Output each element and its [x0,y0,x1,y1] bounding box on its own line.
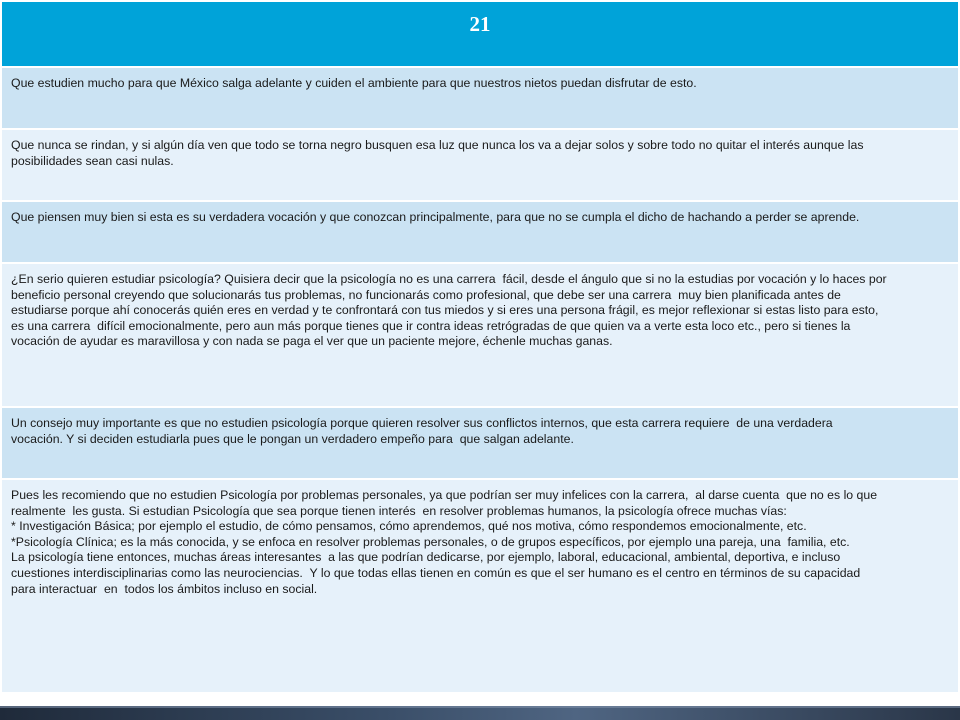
advice-line: realmente les gusta. Si estudian Psicología que sea porque tienen interés en resolver problemas humanos, la psicología ofrece muchas vías: [11,503,787,518]
advice-cell [1,67,959,129]
advice-line: Que piensen muy bien si esta es su verdadera vocación y que conozcan principalmente, para que no se cumpla el dicho de hachando a perder se aprende. [11,210,860,224]
advice-cell [1,479,959,693]
advice-line: es una carrera difícil emocionalmente, pero aun más porque tienes que ir contra ideas retrógradas de que quien va a verte esta loco etc., pero si tienes la [11,318,851,333]
table-row [1,129,959,201]
table-row [1,407,959,479]
table-row [1,67,959,129]
table-row [1,201,959,263]
advice-cell [1,129,959,201]
table-row [1,263,959,407]
table-row [1,479,959,693]
advice-line: beneficio personal creyendo que solucionarás tus problemas, no funcionarás como profesional, que debe ser una carrera muy bien planificada antes de [11,287,841,302]
advice-line: * Investigación Básica; por ejemplo el estudio, de cómo pensamos, cómo aprendemos, qué nos motiva, cómo respondemos emocionalmente, etc. [11,519,807,534]
slide-number-header: 21 [1,1,959,67]
footer-bar-highlight [0,706,960,708]
advice-line: La psicología tiene entonces, muchas áreas interesantes a las que podrían dedicarse, por ejemplo, laboral, educacional, ambiental, deportiva, e incluso [11,550,841,565]
advice-line: *Psicología Clínica; es la más conocida, y se enfoca en resolver problemas personales, o de grupos específicos, por ejemplo una pareja, una familia, etc. [11,534,850,549]
advice-line: Que estudien mucho para que México salga adelante y cuiden el ambiente para que nuestros nietos puedan disfrutar de esto. [11,76,697,90]
advice-line: vocación. Y si deciden estudiarla pues que le pongan un verdadero empeño para que salgan adelante. [11,431,574,446]
advice-line: estudiarse porque ahí conocerás quién eres en verdad y te confrontará con tus miedos y si eres una persona frágil, es mejor reflexionar si estas listo para esto, [11,303,879,318]
table-header-row [1,1,959,67]
advice-line: Que nunca se rindan, y si algún día ven que todo se torna negro busquen esa luz que nunca los va a dejar solos y sobre todo no quitar el interés aunque las [11,138,864,152]
advice-line: Un consejo muy importante es que no estudien psicología porque quieren resolver sus conflictos internos, que esta carrera requiere de una verdadera [11,416,833,430]
advice-line: posibilidades sean casi nulas. [11,153,174,168]
advice-cell [1,263,959,407]
footer-bar [0,706,960,720]
advice-cell [1,201,959,263]
advice-cell [1,407,959,479]
advice-line: Pues les recomiendo que no estudien Psicología por problemas personales, ya que podrían ser muy infelices con la carrera, al darse cuenta que no es lo que [11,488,878,502]
advice-line: vocación de ayudar es maravillosa y con nada se paga el ver que un paciente mejore, échenle muchas ganas. [11,334,613,349]
advice-line: para interactuar en todos los ámbitos incluso en social. [11,581,318,596]
advice-line: ¿En serio quieren estudiar psicología? Quisiera decir que la psicología no es una carrera fácil, desde el ángulo que si no la estudias por vocación y lo haces por [11,272,887,286]
advice-line: cuestiones interdisciplinarias como las neurociencias. Y lo que todas ellas tienen en común es que el ser humano es el centro en términos de su capacidad [11,565,861,580]
